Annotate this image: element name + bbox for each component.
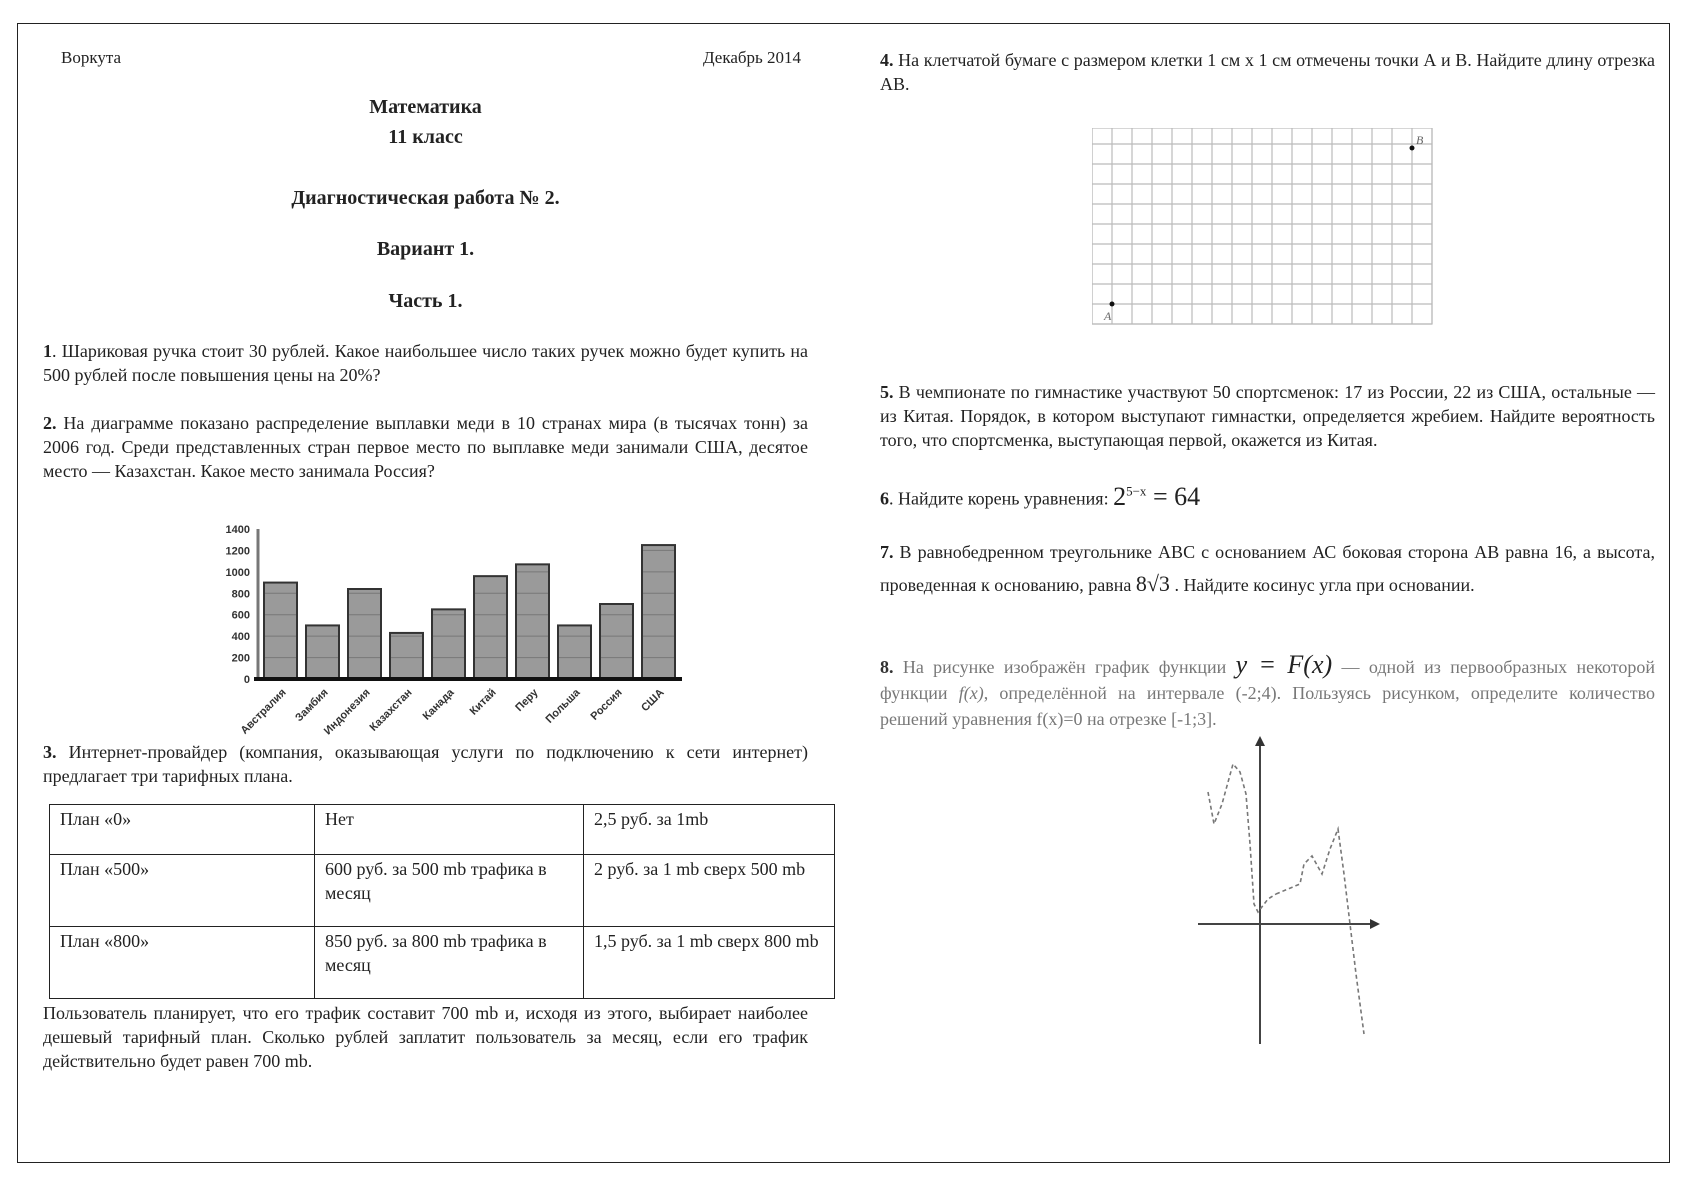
- tariff-table: [49, 804, 835, 999]
- table-cell: 1,5 руб. за 1 mb сверх 800 mb: [584, 927, 835, 999]
- table-row: [50, 927, 835, 999]
- task-number: 5.: [880, 382, 894, 402]
- eq-rhs: = 64: [1146, 481, 1201, 511]
- bar: [600, 604, 633, 679]
- task-text: На рисунке изображён график функции: [893, 657, 1236, 677]
- task-8: [880, 652, 1655, 732]
- subject-title: Математика: [369, 96, 482, 118]
- task-number: 1: [43, 341, 52, 361]
- grid-paper-figure: [1092, 128, 1437, 328]
- bar: [474, 576, 507, 679]
- table-row: [50, 855, 835, 927]
- svg-text:0: 0: [243, 674, 250, 686]
- svg-text:Австралия: Австралия: [238, 686, 289, 737]
- function-graph: [1188, 734, 1388, 1054]
- curve-right: [1276, 829, 1364, 1034]
- curve-left: [1208, 764, 1276, 912]
- task-number: 2.: [43, 413, 57, 433]
- point-a: [1110, 302, 1115, 307]
- task-text: В равнобедренном треугольнике АВС с основанием АС боковая сторона АВ равна 16, а высота, проведенная к основанию, равна: [880, 542, 1655, 595]
- svg-text:800: 800: [231, 588, 250, 601]
- table-cell: 2,5 руб. за 1mb: [584, 805, 835, 855]
- task-5: [880, 380, 1655, 452]
- task-text: . Найдите корень уравнения:: [889, 488, 1114, 509]
- task-text: Интернет-провайдер (компания, оказывающая услуги по подключению к сети интернет) предлагает три тарифных плана.: [43, 742, 808, 786]
- task-number: 7.: [880, 542, 894, 562]
- bar: [516, 564, 549, 679]
- bar: [432, 609, 465, 679]
- task-4: [880, 48, 1655, 96]
- copper-bar-chart: [198, 509, 718, 739]
- page-frame: [17, 23, 1670, 1163]
- svg-text:200: 200: [231, 652, 250, 665]
- svg-text:Индонезия: Индонезия: [321, 686, 373, 738]
- task-number: 8.: [880, 657, 894, 677]
- equation: [1113, 482, 1200, 511]
- bar: [558, 625, 591, 679]
- task-text: . Найдите косинус угла при основании.: [1169, 575, 1475, 595]
- svg-text:Россия: Россия: [588, 686, 625, 723]
- point-b-label: B: [1416, 133, 1424, 147]
- grade-title: 11 класс: [388, 126, 463, 148]
- table-cell: План «0»: [50, 805, 315, 855]
- svg-text:Канада: Канада: [420, 686, 457, 723]
- variant-title: Вариант 1.: [376, 238, 475, 260]
- eq-exponent: 5−x: [1126, 483, 1147, 498]
- bar: [348, 589, 381, 679]
- task-number: 4.: [880, 50, 894, 70]
- svg-text:1400: 1400: [225, 524, 250, 536]
- task-3-question: Пользователь планирует, что его трафик составит 700 mb и, исходя из этого, выбирает наиболее дешевый тарифный план. Сколько рублей заплатит пользователь за месяц, если его трафик действительно будет равен 700 mb.: [43, 1003, 808, 1071]
- svg-text:Перу: Перу: [513, 686, 541, 715]
- work-title: Диагностическая работа № 2.: [291, 187, 560, 209]
- point-a-label: A: [1104, 309, 1112, 323]
- svg-text:1200: 1200: [225, 545, 250, 558]
- table-cell: 600 руб. за 500 mb трафика в месяц: [315, 855, 584, 927]
- svg-text:США: США: [639, 686, 667, 715]
- task-3: [43, 740, 808, 788]
- fx: f(x): [958, 683, 984, 703]
- svg-text:Казахстан: Казахстан: [367, 686, 415, 734]
- date-label: Декабрь 2014: [703, 48, 802, 67]
- table-cell: План «500»: [50, 855, 315, 927]
- eq-base: 2: [1113, 481, 1127, 511]
- bar: [306, 625, 339, 679]
- x-axis-arrow-icon: [1370, 919, 1380, 929]
- task-number: 6: [880, 488, 889, 509]
- bar: [390, 633, 423, 679]
- task-text: — одной из первообразных некоторой функции: [880, 657, 1656, 703]
- table-row: [50, 805, 835, 855]
- task-2: [43, 411, 808, 483]
- task-6: [880, 479, 1655, 511]
- table-cell: Нет: [315, 805, 584, 855]
- task-number: 3.: [43, 742, 57, 762]
- bar: [264, 583, 297, 679]
- height-value: 8√3: [1135, 571, 1170, 596]
- point-b: [1410, 146, 1415, 151]
- task-7: [880, 536, 1655, 601]
- part-title: Часть 1.: [388, 290, 463, 312]
- svg-text:Польша: Польша: [543, 686, 583, 726]
- task-1: [43, 339, 808, 387]
- svg-text:400: 400: [231, 631, 250, 644]
- svg-text:600: 600: [231, 609, 250, 622]
- svg-text:1000: 1000: [225, 566, 250, 579]
- table-cell: План «800»: [50, 927, 315, 999]
- y-axis-arrow-icon: [1255, 736, 1265, 746]
- city-label: Воркута: [61, 48, 122, 67]
- svg-text:Замбия: Замбия: [293, 686, 331, 725]
- svg-text:Китай: Китай: [467, 686, 499, 718]
- task-text: . Шариковая ручка стоит 30 рублей. Какое наибольшее число таких ручек можно будет купить на 500 рублей после повышения цены на 20%?: [43, 341, 808, 385]
- formula: y = F(x): [1235, 650, 1333, 679]
- task-text: На клетчатой бумаге с размером клетки 1 см х 1 см отмечены точки А и В. Найдите длину отрезка АВ.: [880, 50, 1655, 94]
- table-cell: 850 руб. за 800 mb трафика в месяц: [315, 927, 584, 999]
- task-text: , определённой на интервале (-2;4). Пользуясь рисунком, определите количество решений уравнения f(x)=0 на отрезке [-1;3].: [880, 683, 1655, 729]
- bar: [642, 545, 675, 679]
- task-text: На диаграмме показано распределение выплавки меди в 10 странах мира (в тысячах тонн) за 2006 год. Среди представленных стран первое место по выплавке меди занимали США, десятое место — Казахстан. Какое место занимала Россия?: [43, 413, 808, 481]
- table-cell: 2 руб. за 1 mb сверх 500 mb: [584, 855, 835, 927]
- task-text: В чемпионате по гимнастике участвуют 50 спортсменок: 17 из России, 22 из США, остальные — из Китая. Порядок, в котором выступают гимнастки, определяется жребием. Найдите вероятность того, что спортсменка, выступающая первой, окажется из Китая.: [880, 382, 1655, 450]
